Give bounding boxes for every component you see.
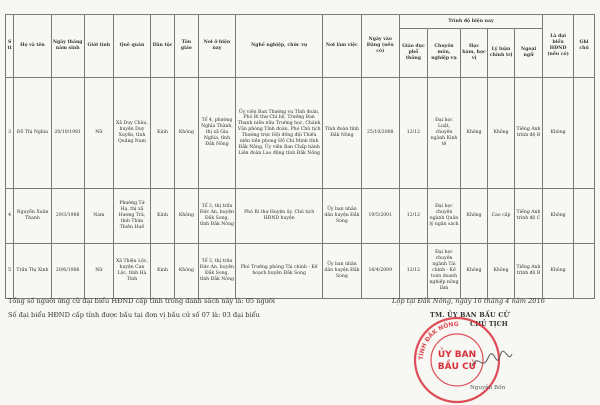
cell-ton-giao: Không [174, 189, 198, 244]
cell-dai-bieu: Không [543, 189, 574, 244]
signing-organization: TM. ỦY BAN BẦU CỬ [430, 311, 510, 319]
cell-gioi-tinh: Nữ [84, 244, 113, 299]
cell-que-quan: Phường Tứ Hạ, thị xã Hương Trà, tỉnh Thừa Thiên Huế [113, 189, 150, 244]
cell-ho-ten: Trần Thị Xinh [14, 244, 51, 299]
summary-seats: Số đại biểu HĐND cấp tỉnh được bầu tại đơn vị bầu cử số 07 là: 03 đại biểu [8, 311, 260, 319]
cell-dai-bieu: Không [543, 244, 574, 299]
header-ngoai-ngu: Ngoại ngữ [514, 29, 542, 78]
header-ghi-chu: Ghi chú [574, 15, 595, 78]
cell-nghe-nghiep: Ủy viên Ban Thường vụ Tỉnh đoàn, Phó Bí thư Chi bộ, Trưởng Ban Thanh niên nữu Trường học, Chánh Văn phòng Tỉnh đoàn, Phó Chủ tịch Thường trực Hội đồng đội Thiếu niên tiền phong Hồ Chí Minh tỉnh Đắk Nông, Ủy viên Ban Chấp hành Liên đoàn Lao động tỉnh Đắk Nông [236, 78, 323, 189]
cell-que-quan: Xã Duy Châu, huyện Duy Xuyên, tỉnh Quảng Nam [113, 78, 150, 189]
cell-ngay-vao-dang: 19/5/2001 [361, 189, 399, 244]
cell-stt: 4 [6, 189, 14, 244]
cell-hoc-ham: Không [461, 189, 488, 244]
cell-ngoai-ngu: Tiếng Anh trình độ B [514, 78, 542, 189]
cell-gioi-tinh: Nữ [84, 78, 113, 189]
cell-gdpt: 12/12 [399, 78, 427, 189]
cell-dai-bieu: Không [543, 78, 574, 189]
header-ly-luan: Lý luận chính trị [488, 29, 515, 78]
cell-stt: 5 [6, 244, 14, 299]
cell-noi-lam-viec: Tỉnh đoàn tỉnh Đắk Nông [323, 78, 361, 189]
cell-noi-o: Tổ 3, thị trấn Đức An, huyện Đắk Song, tỉnh Đắk Nông [198, 244, 235, 299]
cell-hoc-ham: Không [461, 244, 488, 299]
signing-title: CHỦ TỊCH [470, 320, 508, 328]
cell-chuyen-mon: Đại học chuyên ngành Quản lý ngân sách [427, 189, 460, 244]
summary-total-candidates: Tổng số người ứng cử đại biểu HĐND cấp tỉnh trong danh sách này là: 05 người [8, 297, 276, 305]
cell-que-quan: Xã Thiệu Lộc, huyện Can Lộc, tỉnh Hà Tĩnh [113, 244, 150, 299]
cell-ly-luan: Không [488, 244, 515, 299]
seal-center-text-2: BẦU CỬ [437, 362, 477, 372]
header-ton-giao: Tôn giáo [174, 15, 198, 78]
cell-gdpt: 12/12 [399, 189, 427, 244]
cell-noi-o: Tổ 3, thị trấn Đức An, huyện Đắk Song, tỉnh Đắk Nông [198, 189, 235, 244]
header-chuyen-mon: Chuyên môn, nghiệp vụ [427, 29, 460, 78]
header-ngay-vao-dang: Ngày vào Đảng (nếu có) [361, 15, 399, 78]
cell-ngoai-ngu: Tiếng Anh trình độ C [514, 189, 542, 244]
header-stt: Stt [6, 15, 14, 78]
cell-nghe-nghiep: Phó Bí thư Huyện ủy, Chủ tịch HĐND huyện [236, 189, 323, 244]
cell-ngay-vao-dang: 25/10/2008 [361, 78, 399, 189]
candidate-table [5, 14, 595, 299]
cell-dan-toc: Kinh [151, 244, 175, 299]
cell-ghi-chu [574, 244, 595, 299]
cell-ly-luan: Không [488, 78, 515, 189]
seal-center-text-1: ỦY BAN [437, 350, 477, 360]
cell-ghi-chu [574, 78, 595, 189]
header-noi-o: Nơi ở hiện nay [198, 15, 235, 78]
cell-gioi-tinh: Nam [84, 189, 113, 244]
cell-noi-lam-viec: Ủy ban nhân dân huyện Đắk Song [323, 244, 361, 299]
cell-chuyen-mon: Đại học chuyên ngành Tài chính - Kế toán doanh nghiệp nông lâm [427, 244, 460, 299]
cell-ly-luan: Cao cấp [488, 189, 515, 244]
cell-noi-lam-viec: Ủy ban nhân dân huyện Đắk Song [323, 189, 361, 244]
header-ngay-sinh: Ngày tháng năm sinh [51, 15, 84, 78]
header-que-quan: Quê quán [113, 15, 150, 78]
cell-ngay-sinh: 20/6/1986 [51, 244, 84, 299]
cell-stt: 3 [6, 78, 14, 189]
header-trinh-do-group: Trình độ hiện nay [399, 15, 542, 29]
cell-gdpt: 12/12 [399, 244, 427, 299]
cell-chuyen-mon: Đại học Luật, chuyên ngành Kinh tế [427, 78, 460, 189]
header-hoc-ham: Học hàm, học vị [461, 29, 488, 78]
cell-nghe-nghiep: Phó Trưởng phòng Tài chính - Kế hoạch huyện Đắk Song [236, 244, 323, 299]
header-dan-toc: Dân tộc [151, 15, 175, 78]
header-gioi-tinh: Giới tính [84, 15, 113, 78]
table-row [6, 244, 595, 299]
cell-dan-toc: Kinh [151, 78, 175, 189]
signer-name: Nguyễn Bốn [470, 385, 506, 391]
cell-ngay-vao-dang: 16/4/2009 [361, 244, 399, 299]
cell-ho-ten: Đỗ Thị Nghĩa [14, 78, 51, 189]
cell-noi-o: Tổ 4, phường Nghĩa Thành, thị xã Gia Nghĩa, tỉnh Đắk Nông [198, 78, 235, 189]
header-dai-bieu: Là đại biểu HĐND (nếu có) [543, 15, 574, 78]
header-noi-lam-viec: Nơi làm việc [323, 15, 361, 78]
header-ho-ten: Họ và tên [14, 15, 51, 78]
header-gdpt: Giáo dục phổ thông [399, 29, 427, 78]
cell-ngay-sinh: 29/3/1968 [51, 189, 84, 244]
cell-ghi-chu [574, 189, 595, 244]
signing-date: Lộp tại Đắk Nông, ngày 16 tháng 4 năm 2016 [392, 297, 545, 305]
cell-ho-ten: Nguyễn Xuân Thanh [14, 189, 51, 244]
cell-hoc-ham: Không [461, 78, 488, 189]
seal-ring-text: TỈNH ĐẮK NÔNG [417, 320, 459, 361]
table-row [6, 78, 595, 189]
cell-ton-giao: Không [174, 244, 198, 299]
signature-mark [470, 348, 514, 374]
cell-ton-giao: Không [174, 78, 198, 189]
cell-ngoai-ngu: Tiếng Anh trình độ B [514, 244, 542, 299]
cell-dan-toc: Kinh [151, 189, 175, 244]
table-row [6, 189, 595, 244]
header-nghe-nghiep: Nghề nghiệp, chức vụ [236, 15, 323, 78]
cell-ngay-sinh: 20/10/1981 [51, 78, 84, 189]
